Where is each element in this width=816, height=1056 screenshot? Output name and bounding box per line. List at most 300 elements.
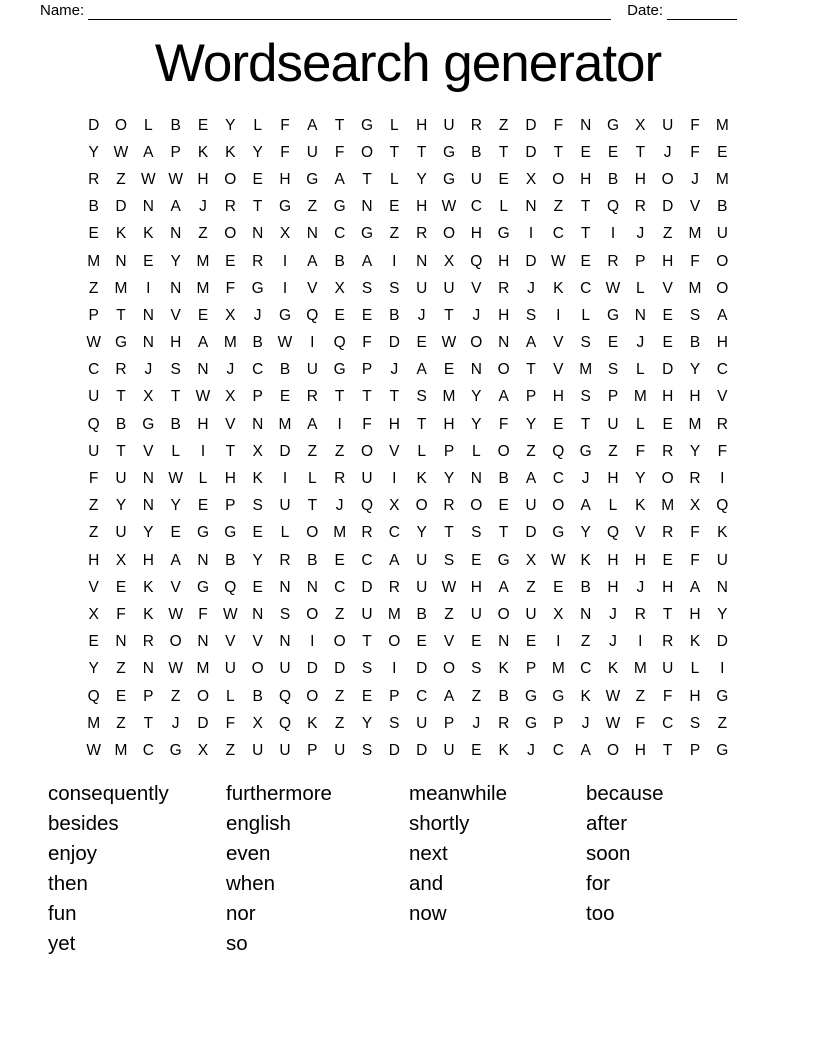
grid-cell: E (252, 524, 263, 542)
grid-cell: R (689, 470, 701, 488)
grid-cell: S (443, 551, 455, 569)
grid-cell: C (252, 361, 264, 379)
grid-cell: H (552, 388, 564, 406)
grid-cell: Y (115, 497, 127, 515)
grid-cell: W (441, 198, 457, 216)
grid-cell: I (392, 470, 397, 488)
grid-cell: M (633, 388, 647, 406)
grid-cell: E (498, 497, 509, 515)
grid-cell: Y (143, 524, 154, 542)
grid-cell: C (470, 198, 482, 216)
word-list-item: when (226, 871, 276, 895)
grid-cell: E (580, 143, 591, 161)
grid-cell: N (716, 578, 728, 596)
grid-cell: F (690, 551, 700, 569)
grid-cell: D (525, 524, 537, 542)
grid-cell: O (224, 225, 237, 243)
grid-cell: F (690, 252, 700, 270)
grid-cell: F (635, 714, 646, 732)
grid-cell: F (498, 415, 509, 433)
grid-cell: Q (306, 306, 319, 324)
grid-cell: B (88, 198, 99, 216)
grid-cell: U (306, 143, 318, 161)
grid-cell: T (416, 415, 427, 433)
grid-cell: M (333, 524, 347, 542)
grid-cell: G (497, 225, 510, 243)
grid-cell: Z (198, 225, 208, 243)
grid-cell: H (662, 578, 674, 596)
grid-cell: C (552, 741, 564, 759)
grid-cell: H (416, 116, 428, 134)
grid-cell: Y (471, 415, 482, 433)
grid-cell: D (388, 334, 400, 352)
grid-cell: P (443, 714, 455, 732)
grid-cell: G (442, 143, 456, 161)
grid-cell: E (197, 497, 209, 515)
grid-cell: D (361, 578, 373, 596)
grid-cell: Z (88, 524, 99, 542)
grid-cell: N (306, 225, 318, 243)
grid-cell: B (498, 470, 509, 488)
grid-cell: E (88, 225, 99, 243)
grid-cell: W (141, 170, 156, 188)
grid-cell: Y (689, 361, 701, 379)
grid-cell: U (361, 605, 373, 623)
grid-cell: C (334, 225, 346, 243)
grid-cell: M (633, 660, 647, 678)
grid-cell: E (580, 252, 591, 270)
grid-cell: Q (87, 415, 100, 433)
grid-cell: V (389, 442, 400, 460)
grid-cell: P (88, 306, 99, 324)
grid-cell: J (417, 306, 426, 324)
grid-cell: F (717, 442, 728, 460)
grid-cell: G (552, 687, 565, 705)
grid-cell: C (361, 551, 373, 569)
grid-cell: E (115, 578, 127, 596)
grid-cell: A (689, 578, 701, 596)
grid-cell: M (688, 415, 702, 433)
grid-cell: U (306, 361, 318, 379)
word-list (48, 779, 816, 969)
grid-cell: F (225, 279, 236, 297)
grid-cell: H (197, 170, 209, 188)
grid-cell: E (252, 170, 263, 188)
word-list-column (48, 779, 169, 958)
grid-cell: Z (307, 442, 318, 460)
grid-cell: N (252, 605, 264, 623)
grid-cell: O (114, 116, 128, 134)
grid-cell: S (279, 605, 291, 623)
grid-cell: U (88, 442, 100, 460)
name-blank-line (88, 4, 611, 20)
grid-cell: U (525, 497, 537, 515)
grid-cell: V (88, 578, 99, 596)
grid-cell: Y (471, 388, 482, 406)
grid-cell: K (197, 143, 209, 161)
grid-cell: V (717, 388, 728, 406)
grid-cell: N (115, 633, 127, 651)
grid-cell: H (607, 578, 619, 596)
grid-cell: R (224, 198, 236, 216)
grid-cell: E (607, 143, 619, 161)
grid-cell: T (526, 361, 536, 379)
grid-cell: S (580, 388, 591, 406)
grid-cell: D (525, 252, 537, 270)
grid-cell: D (525, 116, 537, 134)
grid-cell: A (443, 687, 455, 705)
grid-cell: J (199, 198, 207, 216)
grid-cell: M (715, 170, 729, 188)
grid-cell: O (497, 442, 510, 460)
word-list-item: too (586, 901, 615, 925)
grid-cell: P (225, 497, 236, 515)
grid-cell: L (308, 470, 317, 488)
grid-cell: H (634, 741, 646, 759)
grid-cell: V (662, 279, 673, 297)
grid-cell: A (170, 551, 181, 569)
grid-cell: D (388, 741, 400, 759)
grid-cell: Y (443, 470, 455, 488)
word-list-item: now (409, 901, 447, 925)
grid-cell: M (551, 660, 565, 678)
grid-cell: A (307, 116, 318, 134)
grid-cell: Y (635, 470, 646, 488)
grid-cell: D (416, 660, 428, 678)
grid-cell: X (115, 551, 127, 569)
grid-cell: V (252, 633, 263, 651)
grid-cell: E (662, 415, 673, 433)
grid-cell: A (525, 470, 537, 488)
grid-cell: L (417, 442, 426, 460)
grid-cell: U (662, 116, 674, 134)
grid-cell: H (716, 334, 728, 352)
grid-cell: Z (116, 170, 126, 188)
grid-cell: E (471, 633, 482, 651)
grid-cell: G (278, 198, 292, 216)
word-list-item: english (226, 811, 291, 835)
word-list-item: fun (48, 901, 77, 925)
grid-cell: U (115, 524, 127, 542)
grid-cell: G (142, 415, 155, 433)
grid-cell: V (170, 578, 181, 596)
grid-cell: L (608, 497, 618, 515)
grid-cell: C (552, 225, 564, 243)
grid-cell: K (553, 279, 564, 297)
grid-cell: U (716, 225, 728, 243)
grid-cell: T (116, 306, 126, 324)
grid-cell: H (607, 470, 619, 488)
grid-cell: P (689, 741, 701, 759)
grid-cell: G (306, 170, 319, 188)
grid-cell: U (224, 660, 236, 678)
grid-cell: N (470, 470, 482, 488)
grid-cell: Y (361, 714, 373, 732)
grid-cell: O (360, 143, 374, 161)
grid-cell: Y (252, 551, 263, 569)
word-list-item: even (226, 841, 271, 865)
grid-cell: J (609, 633, 617, 651)
grid-cell: Y (252, 143, 263, 161)
grid-cell: V (635, 524, 646, 542)
grid-cell: F (662, 687, 673, 705)
grid-cell: C (552, 470, 564, 488)
grid-cell: X (252, 442, 263, 460)
grid-cell: U (279, 497, 291, 515)
grid-cell: J (636, 334, 645, 352)
grid-cell: G (716, 741, 729, 759)
grid-cell: I (310, 334, 315, 352)
grid-cell: S (416, 388, 427, 406)
grid-cell: N (279, 578, 291, 596)
grid-cell: S (689, 306, 701, 324)
grid-cell: M (87, 252, 101, 270)
grid-cell: M (87, 714, 101, 732)
word-list-item: after (586, 811, 628, 835)
grid-cell: X (525, 170, 537, 188)
grid-cell: T (580, 198, 591, 216)
grid-cell: G (333, 361, 346, 379)
grid-cell: F (225, 714, 236, 732)
grid-cell: G (524, 687, 538, 705)
grid-cell: E (334, 551, 345, 569)
grid-cell: O (169, 633, 182, 651)
grid-cell: H (388, 415, 400, 433)
grid-cell: G (442, 170, 456, 188)
grid-cell: K (115, 225, 127, 243)
grid-cell: P (143, 687, 154, 705)
grid-cell: R (115, 361, 127, 379)
grid-cell: Q (333, 334, 346, 352)
grid-cell: H (498, 252, 510, 270)
grid-cell: E (115, 687, 127, 705)
grid-cell: T (362, 170, 372, 188)
grid-cell: F (88, 470, 99, 488)
grid-cell: T (662, 605, 673, 623)
grid-cell: C (88, 361, 100, 379)
grid-cell: E (471, 741, 482, 759)
grid-cell: Z (553, 198, 564, 216)
grid-cell: H (170, 334, 182, 352)
grid-cell: Z (471, 687, 482, 705)
grid-cell: A (389, 551, 400, 569)
grid-cell: B (471, 143, 482, 161)
grid-cell: U (716, 551, 728, 569)
grid-cell: Q (224, 578, 237, 596)
grid-cell: R (443, 497, 455, 515)
grid-cell: X (553, 605, 564, 623)
grid-cell: N (525, 198, 537, 216)
grid-cell: E (416, 633, 427, 651)
grid-cell: N (252, 225, 264, 243)
grid-cell: T (307, 497, 318, 515)
grid-cell: V (553, 334, 564, 352)
grid-cell: L (472, 442, 481, 460)
grid-cell: K (580, 687, 591, 705)
grid-cell: G (552, 524, 565, 542)
grid-cell: Y (580, 524, 591, 542)
grid-cell: C (334, 578, 346, 596)
grid-cell: Y (416, 170, 427, 188)
grid-cell: I (610, 225, 616, 243)
grid-cell: R (361, 524, 373, 542)
grid-cell: W (605, 687, 621, 705)
grid-cell: B (252, 687, 263, 705)
grid-cell: L (144, 116, 153, 134)
grid-cell: Y (225, 116, 236, 134)
grid-cell: Y (689, 442, 701, 460)
grid-cell: Y (170, 497, 181, 515)
grid-cell: Y (88, 660, 99, 678)
grid-cell: R (662, 633, 674, 651)
grid-cell: E (197, 116, 209, 134)
grid-cell: K (717, 524, 728, 542)
grid-cell: R (662, 524, 674, 542)
grid-cell: D (716, 633, 728, 651)
grid-cell: U (662, 660, 674, 678)
grid-cell: I (337, 415, 342, 433)
grid-cell: E (662, 306, 673, 324)
grid-cell: O (606, 741, 620, 759)
grid-cell: F (362, 334, 372, 352)
grid-cell: G (169, 741, 182, 759)
grid-cell: W (168, 605, 183, 623)
grid-cell: I (720, 470, 725, 488)
grid-cell: Z (526, 442, 536, 460)
grid-cell: R (279, 551, 291, 569)
grid-cell: T (580, 225, 591, 243)
grid-cell: U (443, 279, 455, 297)
grid-cell: V (471, 279, 482, 297)
grid-cell: N (279, 633, 291, 651)
grid-cell: E (88, 633, 99, 651)
word-list-item: next (409, 841, 448, 865)
grid-cell: Z (334, 442, 345, 460)
grid-cell: U (252, 741, 264, 759)
grid-cell: I (282, 252, 288, 270)
grid-cell: L (390, 116, 399, 134)
grid-cell: W (113, 143, 129, 161)
grid-cell: K (498, 660, 509, 678)
word-list-item: then (48, 871, 88, 895)
grid-cell: H (416, 198, 428, 216)
grid-cell: N (580, 605, 592, 623)
grid-cell: B (580, 578, 591, 596)
grid-cell: N (142, 198, 154, 216)
grid-cell: E (443, 361, 455, 379)
grid-cell: S (471, 524, 482, 542)
grid-cell: E (389, 198, 400, 216)
grid-cell: B (279, 361, 291, 379)
grid-cell: A (525, 334, 537, 352)
grid-cell: W (277, 334, 293, 352)
grid-cell: L (226, 687, 235, 705)
grid-cell: C (388, 524, 400, 542)
grid-cell: P (607, 388, 619, 406)
grid-cell: E (662, 334, 673, 352)
grid-cell: P (635, 252, 646, 270)
grid-cell: I (310, 633, 315, 651)
grid-cell: M (387, 605, 401, 623)
grid-cell: M (278, 415, 292, 433)
grid-cell: H (443, 415, 455, 433)
grid-cell: T (389, 143, 400, 161)
grid-cell: X (225, 388, 236, 406)
grid-cell: Z (88, 497, 99, 515)
grid-cell: T (580, 415, 591, 433)
grid-cell: N (142, 306, 154, 324)
grid-cell: A (307, 252, 318, 270)
grid-cell: O (306, 524, 319, 542)
grid-cell: Q (716, 497, 729, 515)
grid-cell: I (528, 225, 534, 243)
grid-cell: H (224, 470, 236, 488)
grid-cell: Z (608, 442, 618, 460)
grid-cell: E (197, 306, 209, 324)
grid-cell: W (605, 279, 621, 297)
grid-cell: M (442, 388, 456, 406)
grid-cell: K (252, 470, 263, 488)
grid-cell: U (525, 605, 537, 623)
grid-cell: A (197, 334, 209, 352)
grid-cell: F (116, 605, 126, 623)
grid-cell: K (416, 470, 427, 488)
grid-cell: D (334, 660, 346, 678)
grid-cell: S (580, 334, 591, 352)
name-label: Name: (40, 2, 85, 19)
grid-cell: J (472, 714, 481, 732)
grid-cell: T (362, 633, 372, 651)
grid-cell: I (556, 306, 561, 324)
grid-cell: P (525, 388, 537, 406)
grid-cell: Z (170, 687, 181, 705)
grid-cell: A (498, 388, 509, 406)
word-list-item: meanwhile (409, 782, 507, 805)
grid-cell: U (443, 116, 455, 134)
grid-cell: S (361, 279, 373, 297)
grid-cell: D (416, 741, 428, 759)
grid-cell: L (171, 442, 180, 460)
grid-cell: Q (278, 714, 292, 732)
grid-cell: A (580, 741, 591, 759)
grid-cell: R (662, 442, 674, 460)
grid-cell: K (143, 578, 154, 596)
grid-cell: Q (606, 198, 620, 216)
grid-cell: B (607, 170, 619, 188)
grid-cell: Q (606, 524, 620, 542)
word-list-item: because (586, 782, 664, 805)
grid-cell: W (86, 334, 101, 352)
grid-cell: M (114, 741, 128, 759)
grid-cell: R (388, 578, 400, 596)
grid-cell: W (551, 551, 566, 569)
grid-cell: N (498, 334, 510, 352)
word-list-column (226, 779, 332, 958)
grid-cell: Q (87, 687, 100, 705)
grid-cell: D (306, 660, 318, 678)
grid-cell: N (197, 551, 209, 569)
grid-cell: L (636, 361, 645, 379)
grid-cell: G (360, 225, 374, 243)
grid-cell: Z (307, 198, 318, 216)
grid-cell: Z (444, 605, 454, 623)
word-list-item: shortly (409, 811, 470, 835)
grid-cell: O (552, 497, 565, 515)
grid-cell: M (196, 279, 210, 297)
grid-cell: E (252, 578, 263, 596)
grid-cell: N (115, 252, 127, 270)
grid-cell: R (607, 252, 619, 270)
